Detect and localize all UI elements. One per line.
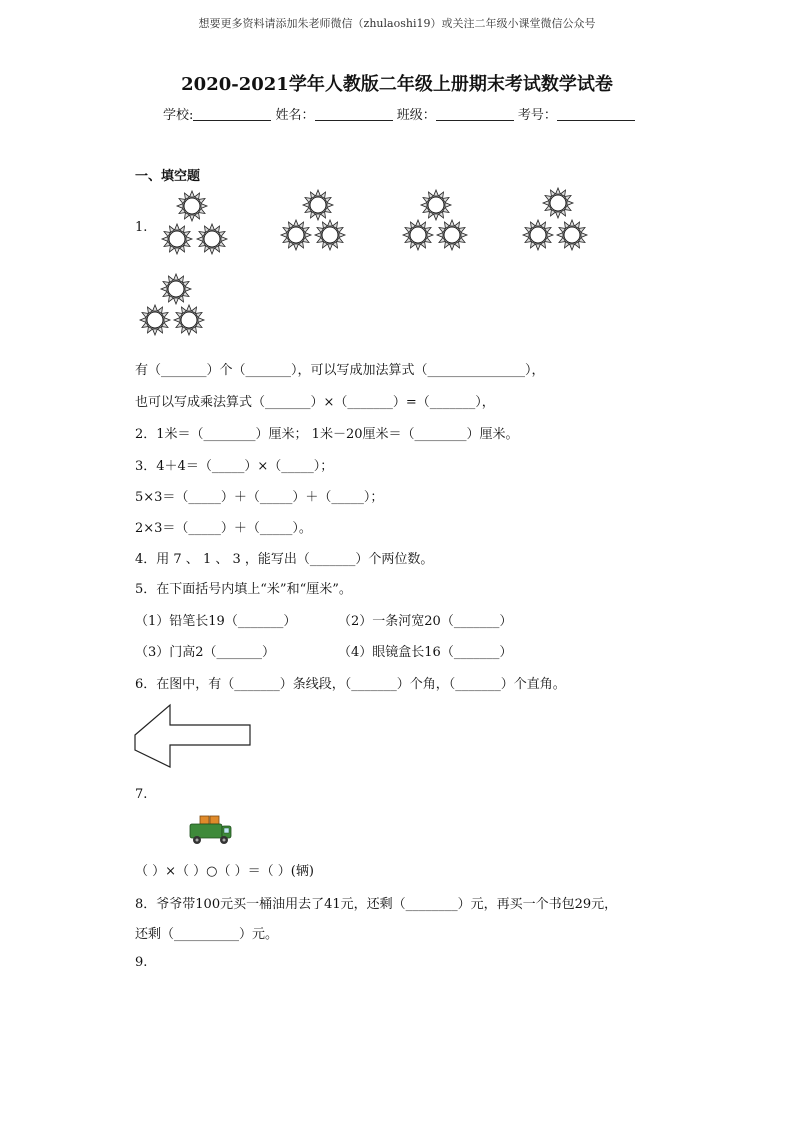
q5-item-2: （2）一条河宽20（_______） <box>338 614 513 629</box>
sun-icon <box>197 224 227 254</box>
sun-icon <box>161 274 191 304</box>
sun-icon <box>403 220 433 250</box>
sun-icon <box>437 220 467 250</box>
q1-line1: 有（_______）个（_______），可以写成加法算式（_______________）， <box>135 363 545 378</box>
q7-formula: （ ）×（ ）○（ ）＝（ ）(辆) <box>135 864 314 879</box>
q5-item-1: （1）铅笔长19（_______） <box>135 614 297 629</box>
sun-icon <box>523 220 553 250</box>
sun-icon <box>281 220 311 250</box>
sun-icon <box>543 188 573 218</box>
q1-line2: 也可以写成乘法算式（_______）×（_______）=（_______）， <box>135 395 495 410</box>
sun-group-2 <box>281 190 345 250</box>
q5: 5．在下面括号内填上“米”和“厘米”。 <box>135 582 352 597</box>
section-fill-blank: 一、填空题 <box>135 169 201 184</box>
sun-icon <box>557 220 587 250</box>
sun-icon <box>162 224 192 254</box>
id-label: 考号： <box>517 108 557 123</box>
page-title: 2020-2021学年人教版二年级上册期末考试数学试卷 <box>181 74 613 95</box>
arrow-shape <box>130 700 280 772</box>
q8-line1: 8．爷爷带100元买一桶油用去了41元，还剩（________）元，再买一个书包29元， <box>135 897 618 912</box>
q5-item-4: （4）眼镜盒长16（_______） <box>338 645 513 660</box>
name-label: 姓名： <box>275 108 315 123</box>
q2: 2．1米＝（________）厘米； 1米－20厘米＝（________）厘米。 <box>135 427 519 442</box>
truck-icon <box>186 812 234 848</box>
q4: 4．用 7 、 1 、 3 ，能写出（_______）个两位数。 <box>135 552 434 567</box>
q3-line1: 3．4＋4＝（_____）×（_____）； <box>135 459 334 474</box>
q5-item-3: （3）门高2（_______） <box>135 645 276 660</box>
sun-icon <box>177 191 207 221</box>
q3-line2: 5×3＝（_____）＋（_____）＋（_____）； <box>135 490 384 505</box>
sun-icon <box>315 220 345 250</box>
sun-group-4 <box>523 188 587 250</box>
sun-icon <box>421 190 451 220</box>
sun-icon <box>303 190 333 220</box>
sun-groups <box>0 0 794 360</box>
q6: 6．在图中，有（_______）条线段，（_______）个角，（_______）个直角。 <box>135 677 566 692</box>
q1-number: 1. <box>135 220 148 235</box>
school-label: 学校: <box>163 108 194 123</box>
q7-number: 7. <box>135 787 148 802</box>
sun-group-3 <box>403 190 467 250</box>
sun-icon <box>174 305 204 335</box>
q9-number: 9. <box>135 955 148 970</box>
q3-line3: 2×3＝（_____）＋（_____）。 <box>135 521 312 536</box>
sun-icon <box>140 305 170 335</box>
sun-group-1 <box>162 191 227 254</box>
header-note: 想要更多资料请添加朱老师微信（zhulaoshi19）或关注二年级小课堂微信公众号 <box>198 17 596 30</box>
q8-line2: 还剩（__________）元。 <box>135 927 279 942</box>
sun-group-5 <box>140 274 204 335</box>
class-label: 班级： <box>396 108 436 123</box>
